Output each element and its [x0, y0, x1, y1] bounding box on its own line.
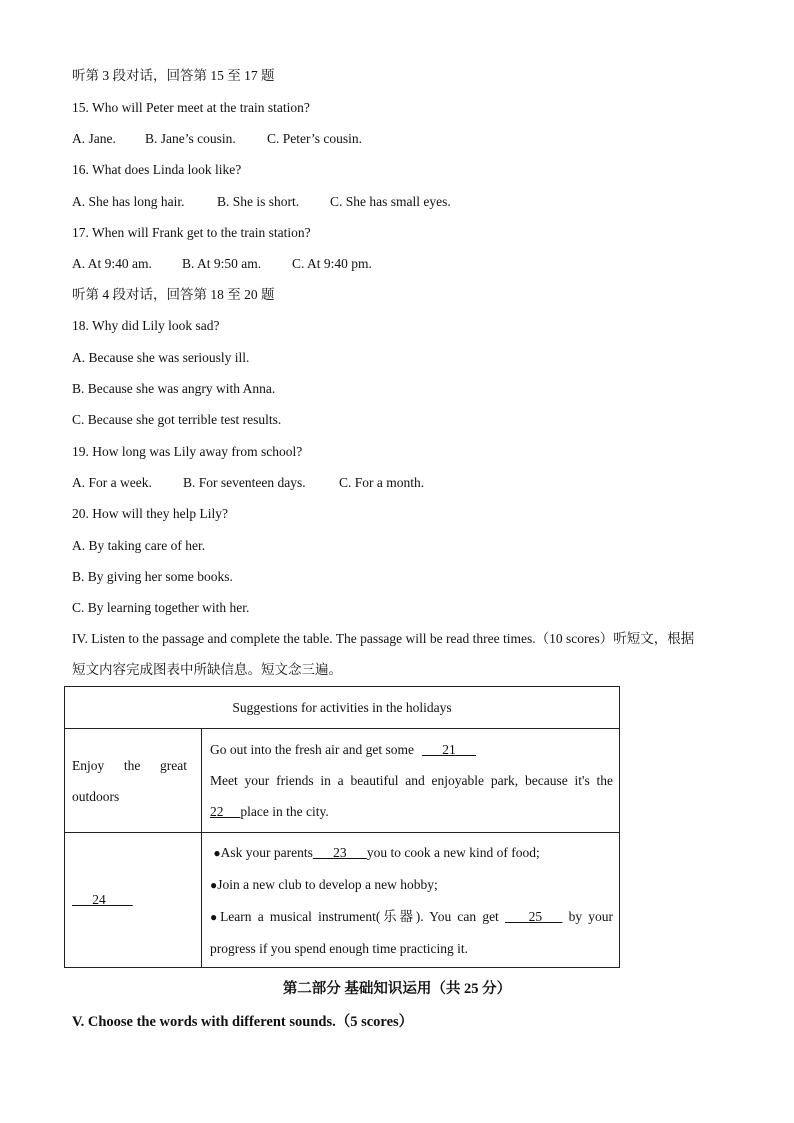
- q17-options: [72, 256, 372, 272]
- table-header: Suggestions for activities in the holidays: [65, 687, 620, 729]
- part4-instruction-line2: 短文内容完成图表中所缺信息。短文念三遍。: [72, 662, 342, 677]
- bullet-icon: ●: [213, 845, 221, 860]
- blank-21: [422, 734, 476, 765]
- table-row: [65, 729, 620, 833]
- row2-bullet1: [210, 837, 613, 869]
- blank-22: [210, 796, 240, 827]
- q18-option-b: B. Because she was angry with Anna.: [72, 381, 276, 396]
- q19-option-a: A. For a week.: [72, 475, 152, 490]
- q18-option-a: A. Because she was seriously ill.: [72, 350, 250, 365]
- row1-label-line1: Enjoy the great: [72, 757, 187, 773]
- part4-instruction-line1: IV. Listen to the passage and complete the table. The passage will be read three times.（10 scores）听短文，根据: [72, 631, 695, 646]
- blank-24-number: 24: [92, 892, 106, 907]
- part2-title: 第二部分 基础知识运用（共 25 分）: [282, 981, 512, 997]
- row2-bullet1-pre: Ask your parents: [220, 844, 313, 860]
- row2-bullet3-pre: Learn a musical instrument(乐器). You can get: [220, 908, 499, 924]
- q16-option-b: B. She is short.: [217, 194, 300, 209]
- q17-option-b: B. At 9:50 am.: [182, 256, 262, 271]
- row1-line1-text: Go out into the fresh air and get some: [210, 742, 414, 757]
- q19-stem: 19. How long was Lily away from school?: [72, 444, 303, 459]
- q16-options: [72, 194, 451, 210]
- row1-line3: [210, 796, 613, 827]
- row2-bullet2: [210, 869, 613, 901]
- q19-options: [72, 475, 424, 491]
- blank-22-number: 22: [210, 804, 224, 819]
- q19-option-c: C. For a month.: [339, 475, 425, 490]
- q16-stem: 16. What does Linda look like?: [72, 162, 242, 177]
- q15-stem: 15. Who will Peter meet at the train station?: [72, 100, 310, 115]
- q15-option-b: B. Jane’s cousin.: [145, 131, 236, 146]
- q18-stem: 18. Why did Lily look sad?: [72, 318, 220, 333]
- q15-option-a: A. Jane.: [72, 131, 116, 146]
- part5-title: V. Choose the words with different sounds.（5 scores）: [72, 1014, 414, 1030]
- q15-options: [72, 131, 362, 147]
- bullet-icon: ●: [210, 909, 221, 924]
- q20-option-b: B. By giving her some books.: [72, 569, 233, 584]
- blank-25: [505, 901, 562, 932]
- q17-option-c: C. At 9:40 pm.: [292, 256, 372, 271]
- q18-option-c: C. Because she got terrible test results.: [72, 412, 282, 427]
- row1-line3-text: place in the city.: [240, 804, 329, 819]
- q17-option-a: A. At 9:40 am.: [72, 256, 152, 271]
- row2-bullet1-post: you to cook a new kind of food;: [366, 844, 540, 860]
- bullet-icon: ●: [210, 877, 218, 892]
- row1-label: [65, 729, 202, 833]
- section3-instruction: 听第 3 段对话，回答第 15 至 17 题: [72, 68, 275, 83]
- suggestions-table: [64, 686, 620, 968]
- q20-option-c: C. By learning together with her.: [72, 600, 250, 615]
- blank-23-number: 23: [333, 844, 347, 860]
- row2-bullet3: [210, 901, 613, 933]
- row1-content: [202, 729, 620, 833]
- row2-bullet2-text: Join a new club to develop a new hobby;: [217, 876, 438, 892]
- blank-23: [313, 837, 367, 868]
- row1-line2: Meet your friends in a beautiful and enjoyable park, because it's the: [210, 773, 613, 788]
- table-row: [65, 833, 620, 968]
- q20-option-a: A. By taking care of her.: [72, 538, 206, 553]
- blank-24: [72, 892, 133, 908]
- q16-option-a: A. She has long hair.: [72, 194, 185, 209]
- q19-option-b: B. For seventeen days.: [183, 475, 306, 490]
- row2-content: [202, 833, 620, 968]
- section4-instruction: 听第 4 段对话，回答第 18 至 20 题: [72, 287, 275, 302]
- q15-option-c: C. Peter’s cousin.: [267, 131, 362, 146]
- row1-line1: [210, 734, 613, 765]
- q16-option-c: C. She has small eyes.: [330, 194, 451, 209]
- q17-stem: 17. When will Frank get to the train station?: [72, 225, 311, 240]
- row2-line4: progress if you spend enough time practicing it.: [210, 940, 468, 956]
- row2-label: [65, 833, 202, 968]
- q20-stem: 20. How will they help Lily?: [72, 506, 228, 521]
- blank-25-number: 25: [528, 908, 543, 924]
- row2-bullet3-post: by your: [568, 908, 613, 924]
- row1-label-line2: outdoors: [72, 788, 120, 804]
- blank-21-number: 21: [442, 742, 456, 757]
